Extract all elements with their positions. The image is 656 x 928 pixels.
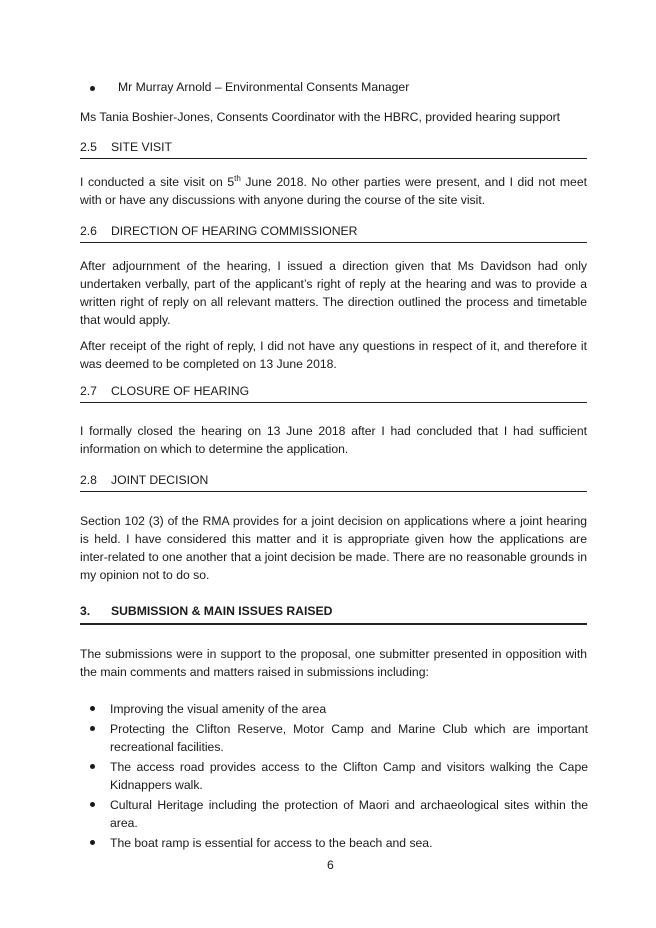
issue-list-item: The boat ramp is essential for access to the beach and sea. [110, 836, 433, 850]
section-heading-2-8 [80, 473, 208, 487]
section-rule [80, 491, 587, 492]
direction-paragraph-1: After adjournment of the hearing, I issued a direction given that Ms Davidson had only undertaken verbally, part of the applicant’s right of reply at the hearing and was to provide a written right of reply on all relevant matters. The direction outlined the process and timetable that would apply. [80, 259, 587, 327]
bullet-marker [90, 840, 95, 845]
direction-paragraph-2: After receipt of the right of reply, I did not have any questions in respect of it, and therefore it was deemed to be completed on 13 June 2018. [80, 339, 587, 371]
issue-list-item: Protecting the Clifton Reserve, Motor Camp and Marine Club which are important recreational facilities. [110, 722, 588, 754]
section-title: JOINT DECISION [111, 473, 209, 487]
bullet-marker [90, 706, 95, 711]
submissions-paragraph: The submissions were in support to the proposal, one submitter presented in opposition with the main comments and matters raised in submissions including: [80, 647, 587, 679]
page-number: 6 [327, 858, 334, 872]
section-number: 3. [80, 604, 91, 618]
site-visit-paragraph: I conducted a site visit on 5th June 2018. No other parties were present, and I did not meet with or have any discussions with anyone during the course of the site visit. [80, 173, 587, 207]
section-rule [80, 242, 587, 243]
section-heading-3 [80, 604, 332, 618]
support-line: Ms Tania Boshier-Jones, Consents Coordinator with the HBRC, provided hearing support [80, 110, 561, 124]
bullet-marker [90, 764, 95, 769]
section-number: 2.7 [80, 384, 97, 398]
section-rule [80, 158, 587, 159]
section-number: 2.5 [80, 140, 97, 154]
section-rule [80, 402, 587, 403]
joint-decision-paragraph: Section 102 (3) of the RMA provides for a joint decision on applications where a joint hearing is held. I have considered this matter and it is appropriate given how the applications are inter-related to one another that a joint decision be made. There are no reasonable grounds in my opinion not to do so. [80, 514, 587, 582]
section-heading-2-5 [80, 140, 172, 154]
section-title: SITE VISIT [111, 140, 172, 154]
issue-list-item: Improving the visual amenity of the area [110, 702, 327, 716]
section-heading-2-6 [80, 224, 357, 238]
section-title: CLOSURE OF HEARING [111, 384, 250, 398]
closure-paragraph: I formally closed the hearing on 13 June 2018 after I had concluded that I had sufficient information on which to determine the application. [80, 424, 587, 456]
section-title: SUBMISSION & MAIN ISSUES RAISED [111, 604, 333, 618]
issue-list-item: The access road provides access to the Clifton Camp and visitors walking the Cape Kidnappers walk. [110, 760, 588, 792]
section-rule [80, 623, 587, 625]
bullet-marker [90, 86, 95, 91]
bullet-marker [90, 802, 95, 807]
attendee-item: Mr Murray Arnold – Environmental Consents Manager [118, 80, 410, 94]
section-heading-2-7 [80, 384, 249, 398]
section-number: 2.6 [80, 224, 97, 238]
issue-list-item: Cultural Heritage including the protection of Maori and archaeological sites within the area. [110, 798, 588, 830]
section-title: DIRECTION OF HEARING COMMISSIONER [111, 224, 358, 238]
section-number: 2.8 [80, 473, 97, 487]
bullet-marker [90, 726, 95, 731]
